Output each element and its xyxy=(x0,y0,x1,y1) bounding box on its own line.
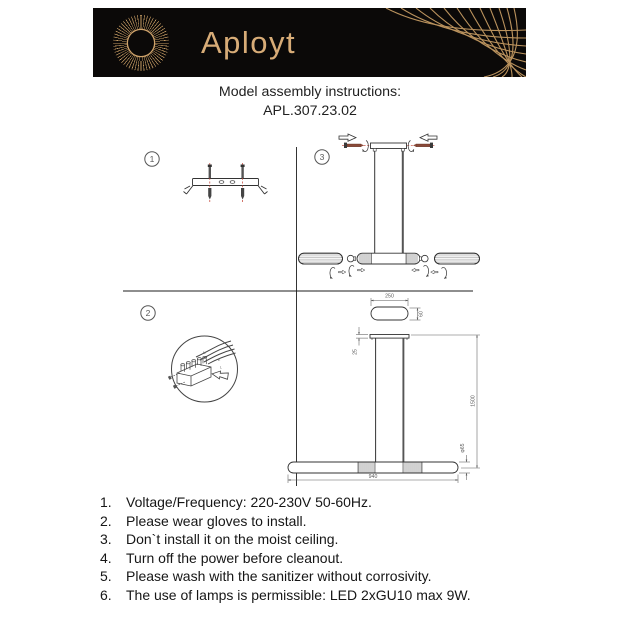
wire-label-n: N xyxy=(203,351,206,355)
step-badges xyxy=(141,150,329,320)
dim-fixture-width: 940 xyxy=(368,474,378,480)
brand-banner xyxy=(93,8,526,77)
rotate-arrow-icon xyxy=(408,141,414,152)
instruction-text: Voltage/Frequency: 220-230V 50-60Hz. xyxy=(126,494,372,510)
dim-canopy-width: 250 xyxy=(385,293,394,300)
sheet-title: Model assembly instructions: xyxy=(218,84,402,100)
instruction-number: 2. xyxy=(100,512,112,529)
instruction-item-4 xyxy=(100,549,471,568)
lamp-bar-side-view xyxy=(288,462,458,473)
dim-total-height: 1500 xyxy=(470,395,477,407)
dim-shade-diameter: φ65 xyxy=(460,443,466,453)
instruction-text: Don`t install it on the moist ceiling. xyxy=(126,531,339,548)
canopy-top-view xyxy=(371,307,408,320)
step1-bracket-diagram xyxy=(184,163,268,203)
step1-number: 1 xyxy=(149,154,155,164)
instruction-list xyxy=(100,493,471,605)
instruction-number: 4. xyxy=(100,549,112,566)
instruction-text: Please wear gloves to install. xyxy=(126,512,307,529)
model-number: APL.307.23.02 xyxy=(263,103,357,119)
mounting-bracket xyxy=(193,179,259,186)
assembly-diagram xyxy=(0,118,620,492)
instruction-item-1 xyxy=(100,493,471,512)
decorative-rays-icon xyxy=(356,8,526,77)
dim-canopy-height: 60 xyxy=(418,311,425,317)
instruction-text: Turn off the power before cleanout. xyxy=(126,549,344,566)
step2-wiring-diagram xyxy=(168,336,238,402)
push-arrow-right-icon xyxy=(420,134,437,141)
dim-stem: 25 xyxy=(352,349,359,355)
title-block xyxy=(0,84,620,119)
dimension-drawing xyxy=(288,294,480,484)
sunburst-logo-icon xyxy=(113,15,169,71)
instruction-number: 1. xyxy=(100,494,112,510)
lamp-body xyxy=(357,253,420,264)
instruction-item-3 xyxy=(100,530,471,549)
wire-label-l: L xyxy=(220,365,222,370)
instruction-item-6 xyxy=(100,586,471,605)
brand-name: Aployt xyxy=(201,24,297,60)
instruction-item-5 xyxy=(100,567,471,586)
canopy-side-view xyxy=(370,335,409,339)
shade-rotate-arrows xyxy=(330,265,447,278)
rotate-arrow-icon xyxy=(363,141,369,152)
instruction-number: 3. xyxy=(100,531,112,548)
left-clip xyxy=(184,186,194,195)
wire-label-e: E xyxy=(218,358,221,362)
ceiling-canopy xyxy=(371,143,407,149)
instruction-text: Please wash with the sanitizer without corrosivity. xyxy=(126,568,432,585)
instruction-number: 6. xyxy=(100,586,112,603)
step2-number: 2 xyxy=(145,308,151,318)
instruction-item-2 xyxy=(100,512,471,531)
step3-number: 3 xyxy=(319,152,325,162)
instruction-number: 5. xyxy=(100,568,112,585)
push-arrow-left-icon xyxy=(339,134,356,141)
instruction-text: The use of lamps is permissible: LED 2xGU10 max 9W. xyxy=(126,586,471,603)
right-clip xyxy=(258,186,268,195)
